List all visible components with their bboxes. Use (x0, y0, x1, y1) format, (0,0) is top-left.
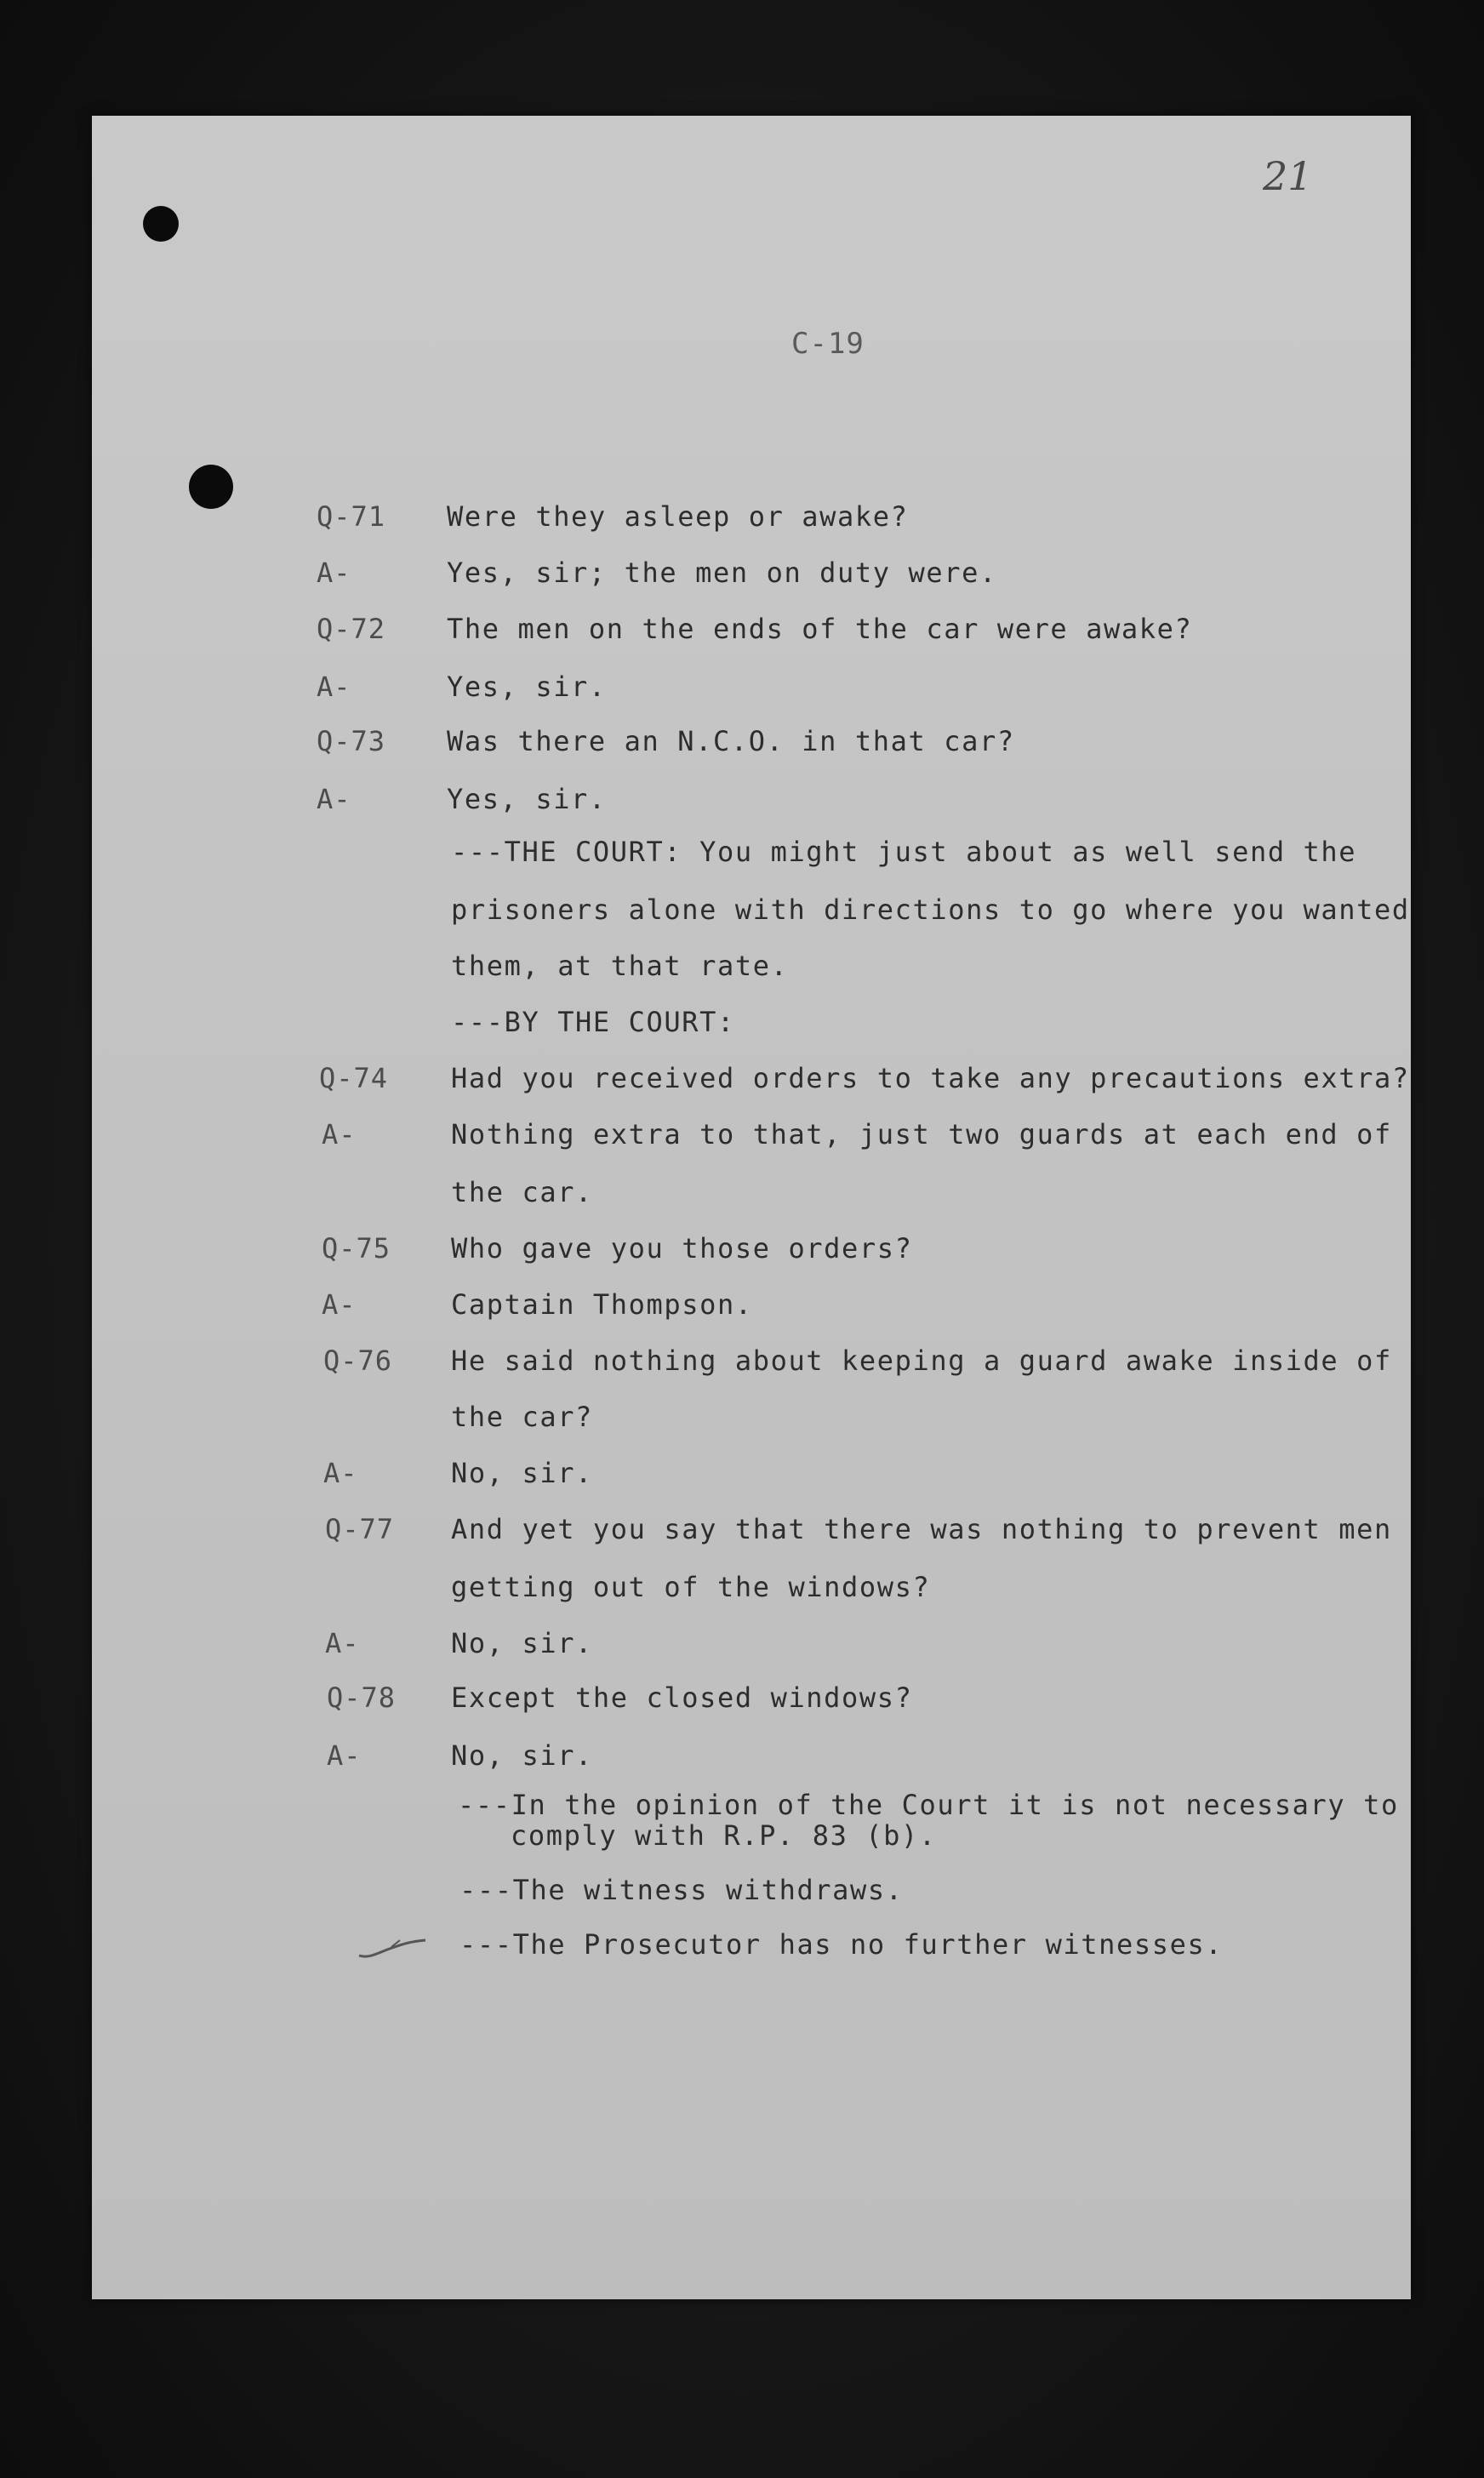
question-text: Who gave you those orders? (451, 1232, 913, 1265)
question-text: getting out of the windows? (451, 1571, 931, 1603)
answer-label: A- (327, 1739, 362, 1772)
question-label: Q-73 (317, 725, 386, 757)
court-remark-line: them, at that rate. (451, 950, 789, 982)
question-label: Q-76 (323, 1345, 393, 1377)
question-text: The men on the ends of the car were awake? (447, 613, 1193, 645)
answer-text: the car. (451, 1176, 593, 1208)
closing-note-line: ---In the opinion of the Court it is not necessary to (458, 1789, 1399, 1821)
question-label: Q-71 (317, 500, 386, 533)
court-remark-line: prisoners alone with directions to go where you wanted (451, 894, 1410, 926)
answer-label: A- (325, 1627, 360, 1659)
question-label: Q-78 (327, 1682, 397, 1714)
punch-hole (143, 206, 179, 242)
answer-text: No, sir. (451, 1457, 593, 1489)
answer-text: Yes, sir; the men on duty were. (447, 557, 997, 589)
answer-text: Yes, sir. (447, 671, 607, 703)
question-label: Q-74 (319, 1062, 389, 1094)
answer-label: A- (323, 1457, 358, 1489)
answer-label: A- (317, 783, 351, 815)
answer-text: Nothing extra to that, just two guards at each end of (451, 1118, 1392, 1150)
question-text: Were they asleep or awake? (447, 500, 909, 533)
court-remark-line: ---THE COURT: You might just about as well send the (451, 836, 1357, 868)
question-text: the car? (451, 1401, 593, 1433)
question-text: Except the closed windows? (451, 1682, 913, 1714)
closing-note-line: ---The witness withdraws. (459, 1874, 904, 1906)
answer-text: Yes, sir. (447, 783, 607, 815)
closing-note-line: ---The Prosecutor has no further witnesses. (459, 1928, 1224, 1961)
question-text: And yet you say that there was nothing to prevent men (451, 1513, 1392, 1545)
answer-label: A- (317, 557, 351, 589)
answer-text: No, sir. (451, 1739, 593, 1772)
folio-number: 21 (1263, 153, 1313, 199)
question-text: Had you received orders to take any precautions extra? (451, 1062, 1410, 1094)
question-label: Q-72 (317, 613, 386, 645)
question-text: Was there an N.C.O. in that car? (447, 725, 1015, 757)
question-text: He said nothing about keeping a guard awake inside of (451, 1345, 1392, 1377)
answer-label: A- (317, 671, 351, 703)
pen-mark (357, 1937, 427, 1961)
question-label: Q-75 (322, 1232, 391, 1265)
by-the-court-heading: ---BY THE COURT: (451, 1006, 735, 1038)
answer-text: No, sir. (451, 1627, 593, 1659)
answer-label: A- (322, 1288, 357, 1321)
document-page (92, 116, 1411, 2299)
answer-label: A- (322, 1118, 357, 1150)
answer-text: Captain Thompson. (451, 1288, 753, 1321)
page-identifier: C-19 (791, 327, 865, 361)
question-label: Q-77 (325, 1513, 395, 1545)
closing-note-line: comply with R.P. 83 (b). (511, 1819, 937, 1852)
punch-hole (189, 465, 233, 509)
